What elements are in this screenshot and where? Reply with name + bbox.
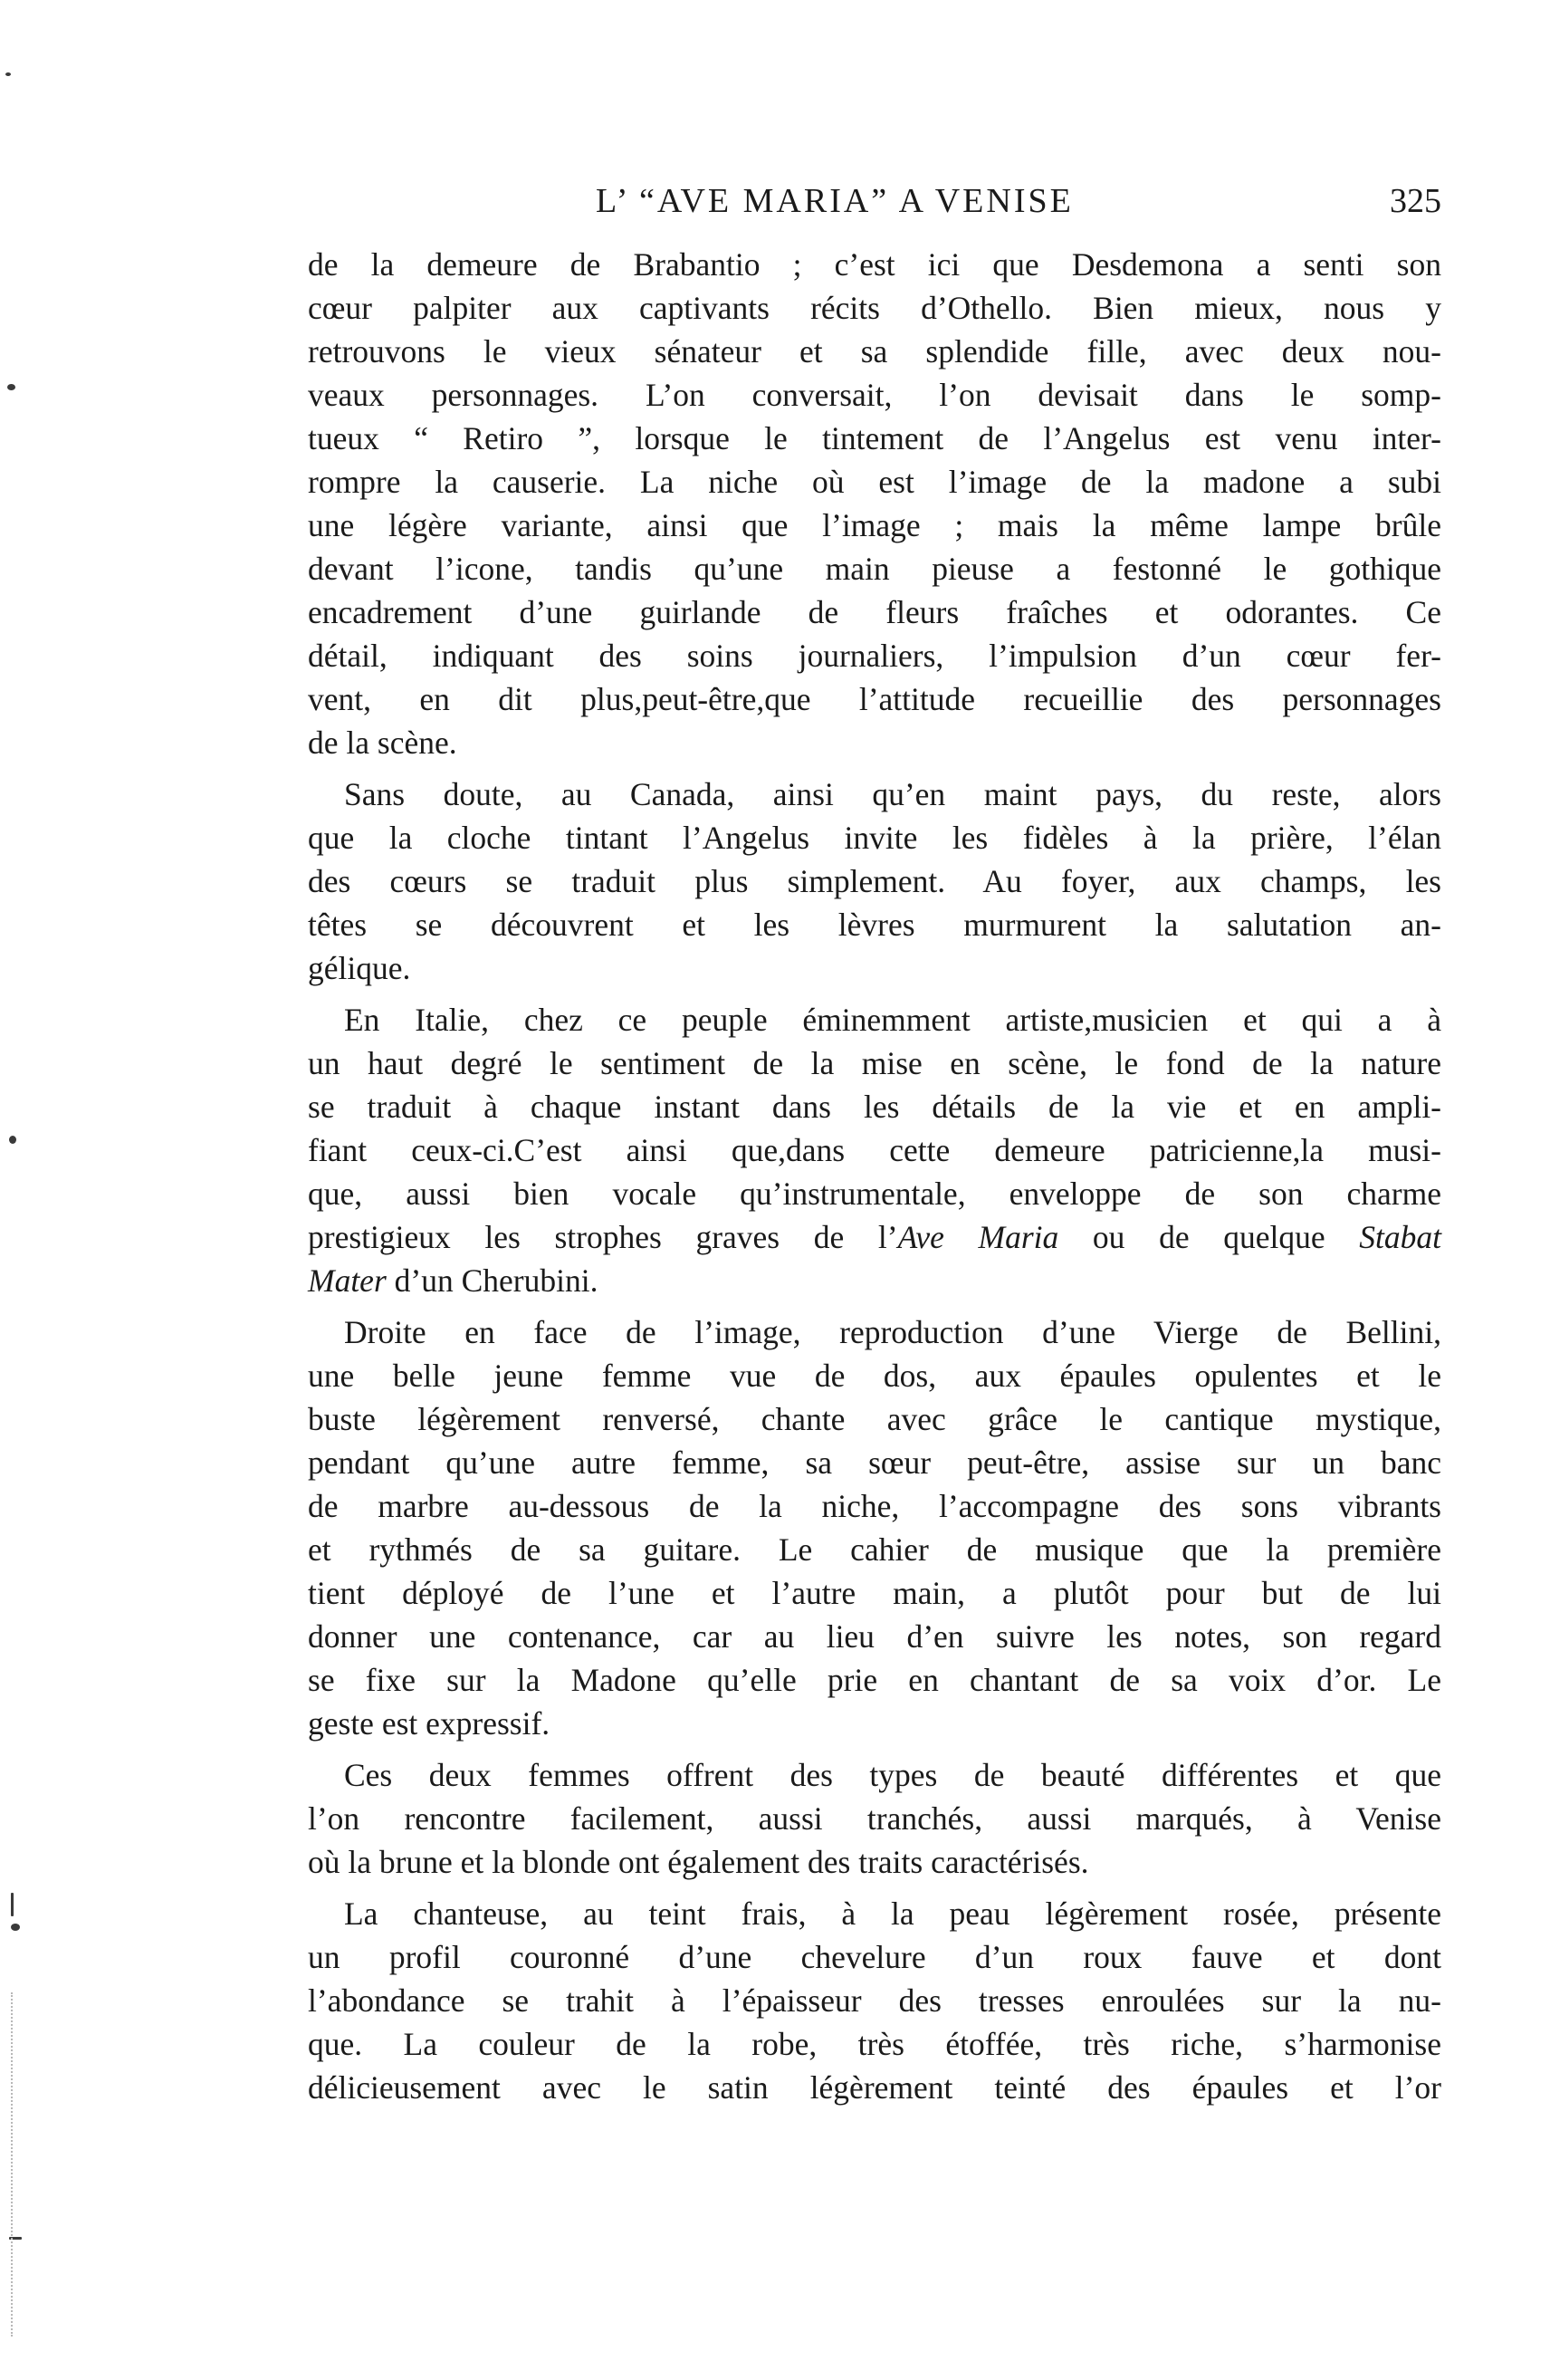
italic-title-run: Ave Maria [897, 1219, 1059, 1255]
text-line: fiant ceux-ci.C’est ainsi que,dans cette demeure patricienne,la musi- [308, 1132, 1441, 1168]
text-line: se fixe sur la Madone qu’elle prie en chantant de sa voix d’or. Le [308, 1662, 1441, 1698]
page-number: 325 [1390, 182, 1441, 220]
text-line: une belle jeune femme vue de dos, aux épaules opulentes et le [308, 1358, 1441, 1394]
text-line: veaux personnages. L’on conversait, l’on devisait dans le somp- [308, 377, 1441, 413]
text-line: vent, en dit plus,peut-être,que l’attitude recueillie des personnages [308, 681, 1441, 717]
text-line: de la scène. [308, 725, 457, 761]
scan-speck [9, 1136, 16, 1144]
paragraph [308, 1892, 1441, 2109]
text-line: La chanteuse, au teint frais, à la peau légèrement rosée, présente [344, 1895, 1441, 1932]
text-line: Sans doute, au Canada, ainsi qu’en maint pays, du reste, alors [344, 776, 1441, 812]
text-line: retrouvons le vieux sénateur et sa splendide fille, avec deux nou- [308, 333, 1441, 369]
text-line: l’abondance se trahit à l’épaisseur des tresses enroulées sur la nu- [308, 1982, 1441, 2019]
scan-speck [11, 1893, 14, 1916]
text-line: des cœurs se traduit plus simplement. Au foyer, aux champs, les [308, 863, 1441, 899]
text-line: buste légèrement renversé, chante avec grâce le cantique mystique, [308, 1401, 1441, 1437]
text-line: cœur palpiter aux captivants récits d’Othello. Bien mieux, nous y [308, 290, 1441, 326]
text-line: détail, indiquant des soins journaliers, l’impulsion d’un cœur fer- [308, 638, 1441, 674]
text-line: un profil couronné d’une chevelure d’un roux fauve et dont [308, 1939, 1441, 1975]
text-line: têtes se découvrent et les lèvres murmurent la salutation an- [308, 907, 1441, 943]
text-run: d’un Cherubini. [386, 1262, 598, 1299]
running-title: L’ “AVE MARIA” A VENISE [596, 182, 1074, 220]
scan-speck [11, 1924, 20, 1931]
scan-speck [7, 384, 15, 390]
text-line: l’on rencontre facilement, aussi tranchés, aussi marqués, à Venise [308, 1800, 1441, 1837]
scan-margin-artifact [11, 1992, 14, 2337]
paragraph [308, 998, 1441, 1302]
text-run: prestigieux les strophes graves de l’ [308, 1219, 898, 1255]
body-text [308, 243, 1441, 2117]
text-line: que la cloche tintant l’Angelus invite les fidèles à la prière, l’élan [308, 820, 1441, 856]
text-line: gélique. [308, 950, 411, 986]
paragraph [308, 773, 1441, 990]
text-line: se traduit à chaque instant dans les détails de la vie et en ampli- [308, 1089, 1441, 1125]
text-line: que, aussi bien vocale qu’instrumentale, enveloppe de son charme [308, 1176, 1441, 1212]
text-line: donner une contenance, car au lieu d’en suivre les notes, son regard [308, 1618, 1441, 1655]
text-line: de la demeure de Brabantio ; c’est ici que Desdemona a senti son [308, 246, 1441, 283]
text-line: Droite en face de l’image, reproduction d’une Vierge de Bellini, [344, 1314, 1441, 1350]
italic-title-run: Stabat [1359, 1219, 1441, 1255]
text-line-mixed [308, 1259, 1441, 1302]
text-line: une légère variante, ainsi que l’image ; mais la même lampe brûle [308, 507, 1441, 543]
text-line: tient déployé de l’une et l’autre main, a plutôt pour but de lui [308, 1575, 1441, 1611]
text-line: où la brune et la blonde ont également des traits caractérisés. [308, 1844, 1089, 1880]
text-line: que. La couleur de la robe, très étoffée, très riche, s’harmonise [308, 2026, 1441, 2062]
text-line: rompre la causerie. La niche où est l’image de la madone a subi [308, 464, 1441, 500]
text-line: un haut degré le sentiment de la mise en scène, le fond de la nature [308, 1045, 1441, 1081]
scan-speck [5, 72, 11, 76]
text-line: encadrement d’une guirlande de fleurs fraîches et odorantes. Ce [308, 594, 1441, 630]
text-line: pendant qu’une autre femme, sa sœur peut-être, assise sur un banc [308, 1444, 1441, 1481]
text-line: et rythmés de sa guitare. Le cahier de musique que la première [308, 1531, 1441, 1568]
text-run: ou de quelque [1058, 1219, 1360, 1255]
italic-title-run: Mater [308, 1262, 387, 1299]
text-line: délicieusement avec le satin légèrement teinté des épaules et l’or [308, 2069, 1441, 2106]
paragraph [308, 1753, 1441, 1884]
text-line-mixed [308, 1215, 1441, 1259]
text-line: de marbre au-dessous de la niche, l’accompagne des sons vibrants [308, 1488, 1441, 1524]
paragraph [308, 1310, 1441, 1745]
paragraph [308, 243, 1441, 764]
text-line: devant l’icone, tandis qu’une main pieuse a festonné le gothique [308, 551, 1441, 587]
text-line: tueux “ Retiro ”, lorsque le tintement de l’Angelus est venu inter- [308, 420, 1441, 456]
text-line: Ces deux femmes offrent des types de beauté différentes et que [344, 1757, 1441, 1793]
running-head [308, 181, 1441, 235]
text-line: En Italie, chez ce peuple éminemment artiste,musicien et qui a à [344, 1002, 1441, 1038]
text-line: geste est expressif. [308, 1705, 550, 1742]
